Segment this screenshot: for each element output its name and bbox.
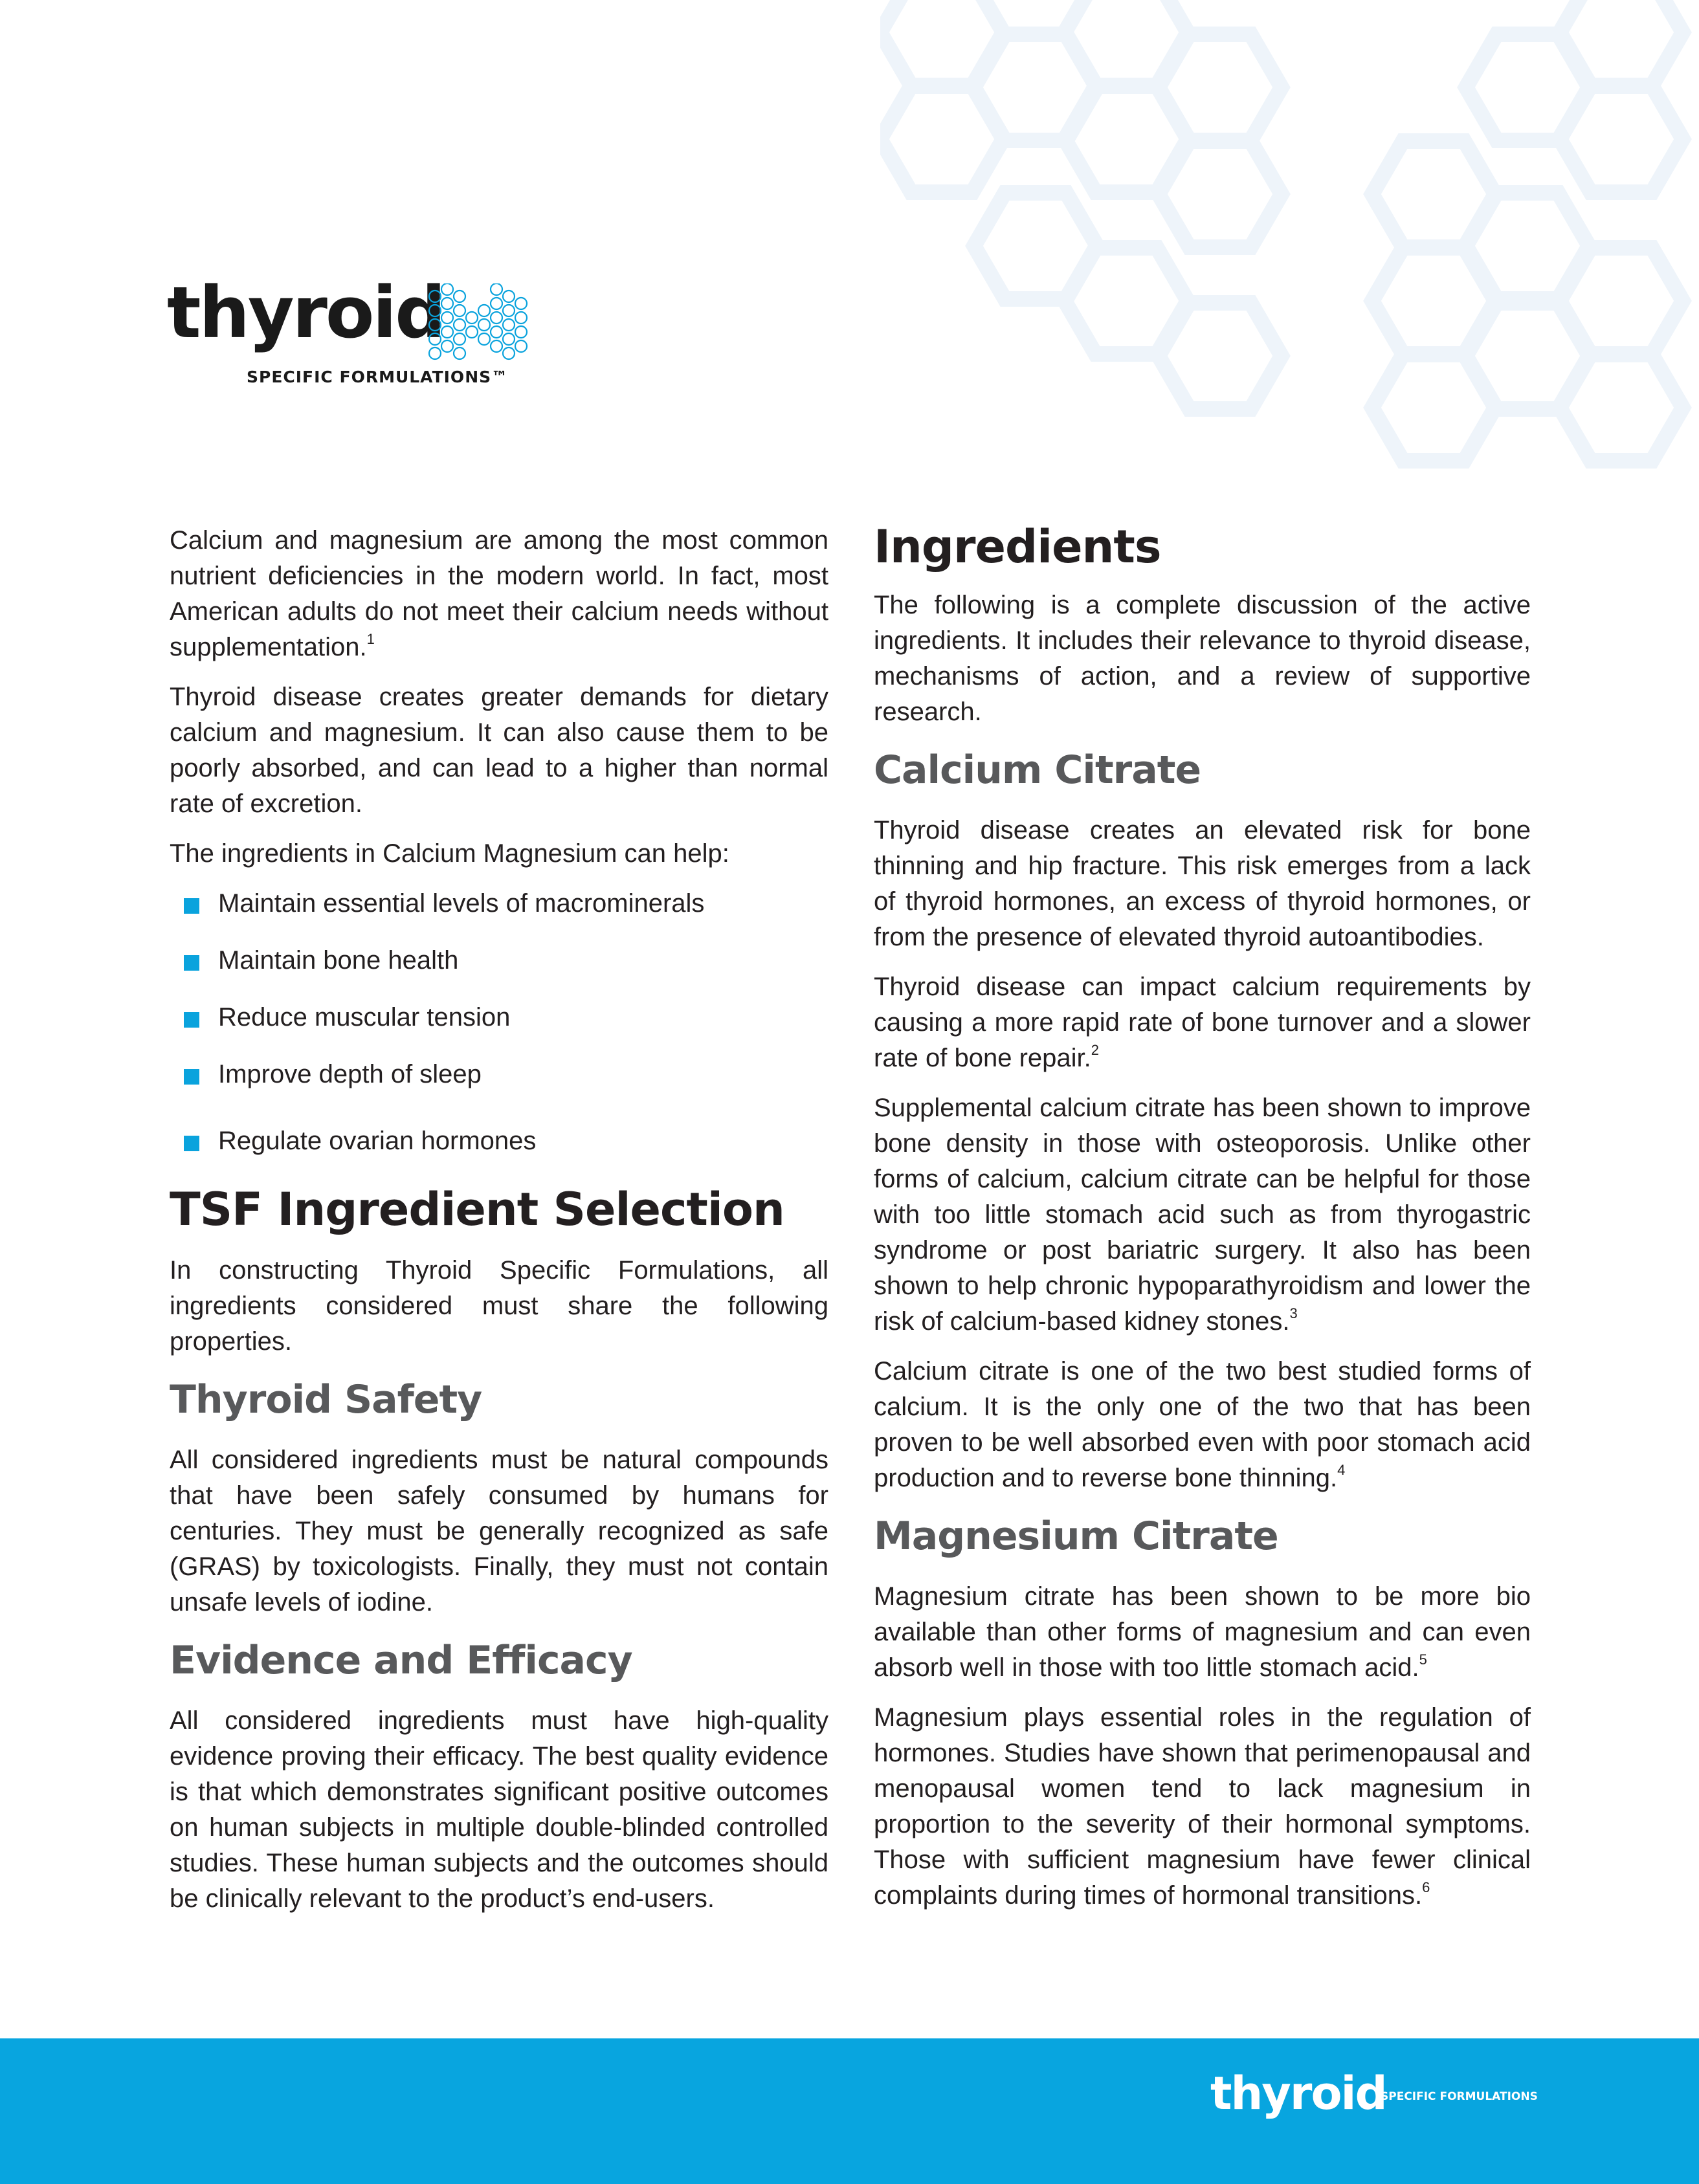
logo-wordmark: thyroid [167, 271, 444, 354]
intro-paragraph-2: Thyroid disease creates greater demands for dietary calcium and magnesium. It can also cause them to be poorly absorbed, and can lead to a higher than normal rate of excretion. [170, 683, 828, 818]
calcium-paragraph-1: Thyroid disease creates an elevated risk for bone thinning and hip fracture. This risk emerges from a lack of thyroid hormones, an excess of thyroid hormones, or from the presence of elevated thyroid autoantibodies. [874, 816, 1531, 951]
calcium-paragraph-4: Calcium citrate is one of the two best studied forms of calcium. It is the only one of the two that has been proven to be well absorbed even with poor stomach acid production and to reverse bone thinning.$^4$ [874, 1357, 1531, 1492]
footnote-ref: 5 [1419, 1651, 1427, 1668]
list-item: Maintain bone health [170, 943, 828, 978]
footnote-ref: 3 [1289, 1305, 1298, 1321]
right-column [874, 520, 1531, 1928]
magnesium-paragraph-1: Magnesium citrate has been shown to be more bio available than other forms of magnesium and can even absorb well in those with too little stomach acid.$^5$ [874, 1582, 1531, 1682]
benefits-list [170, 886, 828, 1159]
footer-logo-wordmark: thyroid [1210, 2067, 1386, 2120]
bullet-square-icon [184, 898, 199, 914]
honeycomb-logo-icon [426, 283, 528, 364]
evidence-paragraph: All considered ingredients must have high-quality evidence proving their efficacy. The best quality evidence is that which demonstrates significant positive outcomes on human subjects in multiple double-blinded controlled studies. These human subjects and the outcomes should be clinically relevant to the product’s end-users. [170, 1706, 828, 1913]
evidence-heading: Evidence and Efficacy [170, 1638, 632, 1683]
magnesium-heading: Magnesium Citrate [874, 1514, 1278, 1559]
ingredients-paragraph: The following is a complete discussion of the active ingredients. It includes their relevance to thyroid disease, mechanisms of action, and a review of supportive research. [874, 591, 1531, 726]
list-item: Maintain essential levels of macrominerals [170, 886, 828, 921]
calcium-paragraph-3: Supplemental calcium citrate has been shown to improve bone density in those with osteoporosis. Unlike other forms of calcium, calcium citrate can be helpful for those with too little stomach acid such as from thyrogastric syndrome or post bariatric surgery. It also has been shown to help chronic hypoparathyroidism and lower the risk of calcium-based kidney stones.$^3$ [874, 1094, 1531, 1336]
logo-tagline: SPECIFIC FORMULATIONS™ [247, 368, 509, 386]
bullet-square-icon [184, 1136, 199, 1151]
list-item: Regulate ovarian hormones [170, 1123, 828, 1159]
list-item: Reduce muscular tension [170, 1000, 828, 1035]
tsf-heading: TSF Ingredient Selection [170, 1183, 784, 1236]
left-column [170, 523, 828, 1931]
footer-band [0, 2038, 1699, 2184]
intro-paragraph-1: Calcium and magnesium are among the most common nutrient deficiencies in the modern world. In fact, most American adults do not meet their calcium needs without supplementation.$^1$ [170, 526, 828, 661]
safety-heading: Thyroid Safety [170, 1377, 482, 1422]
calcium-heading: Calcium Citrate [874, 747, 1201, 793]
honeycomb-background [880, 0, 1699, 492]
calcium-paragraph-2: Thyroid disease can impact calcium requirements by causing a more rapid rate of bone turnover and a slower rate of bone repair.$^2$ [874, 973, 1531, 1072]
ingredients-heading: Ingredients [874, 520, 1161, 573]
footer-logo-tagline: SPECIFIC FORMULATIONS [1381, 2090, 1538, 2103]
list-item: Improve depth of sleep [170, 1057, 828, 1092]
bullet-square-icon [184, 955, 199, 971]
footnote-ref: 4 [1337, 1462, 1346, 1478]
magnesium-paragraph-2: Magnesium plays essential roles in the regulation of hormones. Studies have shown that perimenopausal and menopausal women tend to lack magnesium in proportion to the severity of their hormonal symptoms. Those with sufficient magnesium have fewer clinical complaints during times of hormonal transitions.$^6$ [874, 1703, 1531, 1910]
bullet-square-icon [184, 1069, 199, 1085]
intro-paragraph-3: The ingredients in Calcium Magnesium can help: [170, 839, 729, 868]
tsf-paragraph: In constructing Thyroid Specific Formulations, all ingredients considered must share the following properties. [170, 1256, 828, 1356]
footnote-ref: 1 [366, 631, 375, 647]
safety-paragraph: All considered ingredients must be natural compounds that have been safely consumed by humans for centuries. They must be generally recognized as safe (GRAS) by toxicologists. Finally, they must not contain unsafe levels of iodine. [170, 1446, 828, 1616]
bullet-square-icon [184, 1012, 199, 1028]
footnote-ref: 2 [1091, 1042, 1100, 1058]
brand-logo [167, 271, 529, 393]
footnote-ref: 6 [1422, 1879, 1430, 1895]
